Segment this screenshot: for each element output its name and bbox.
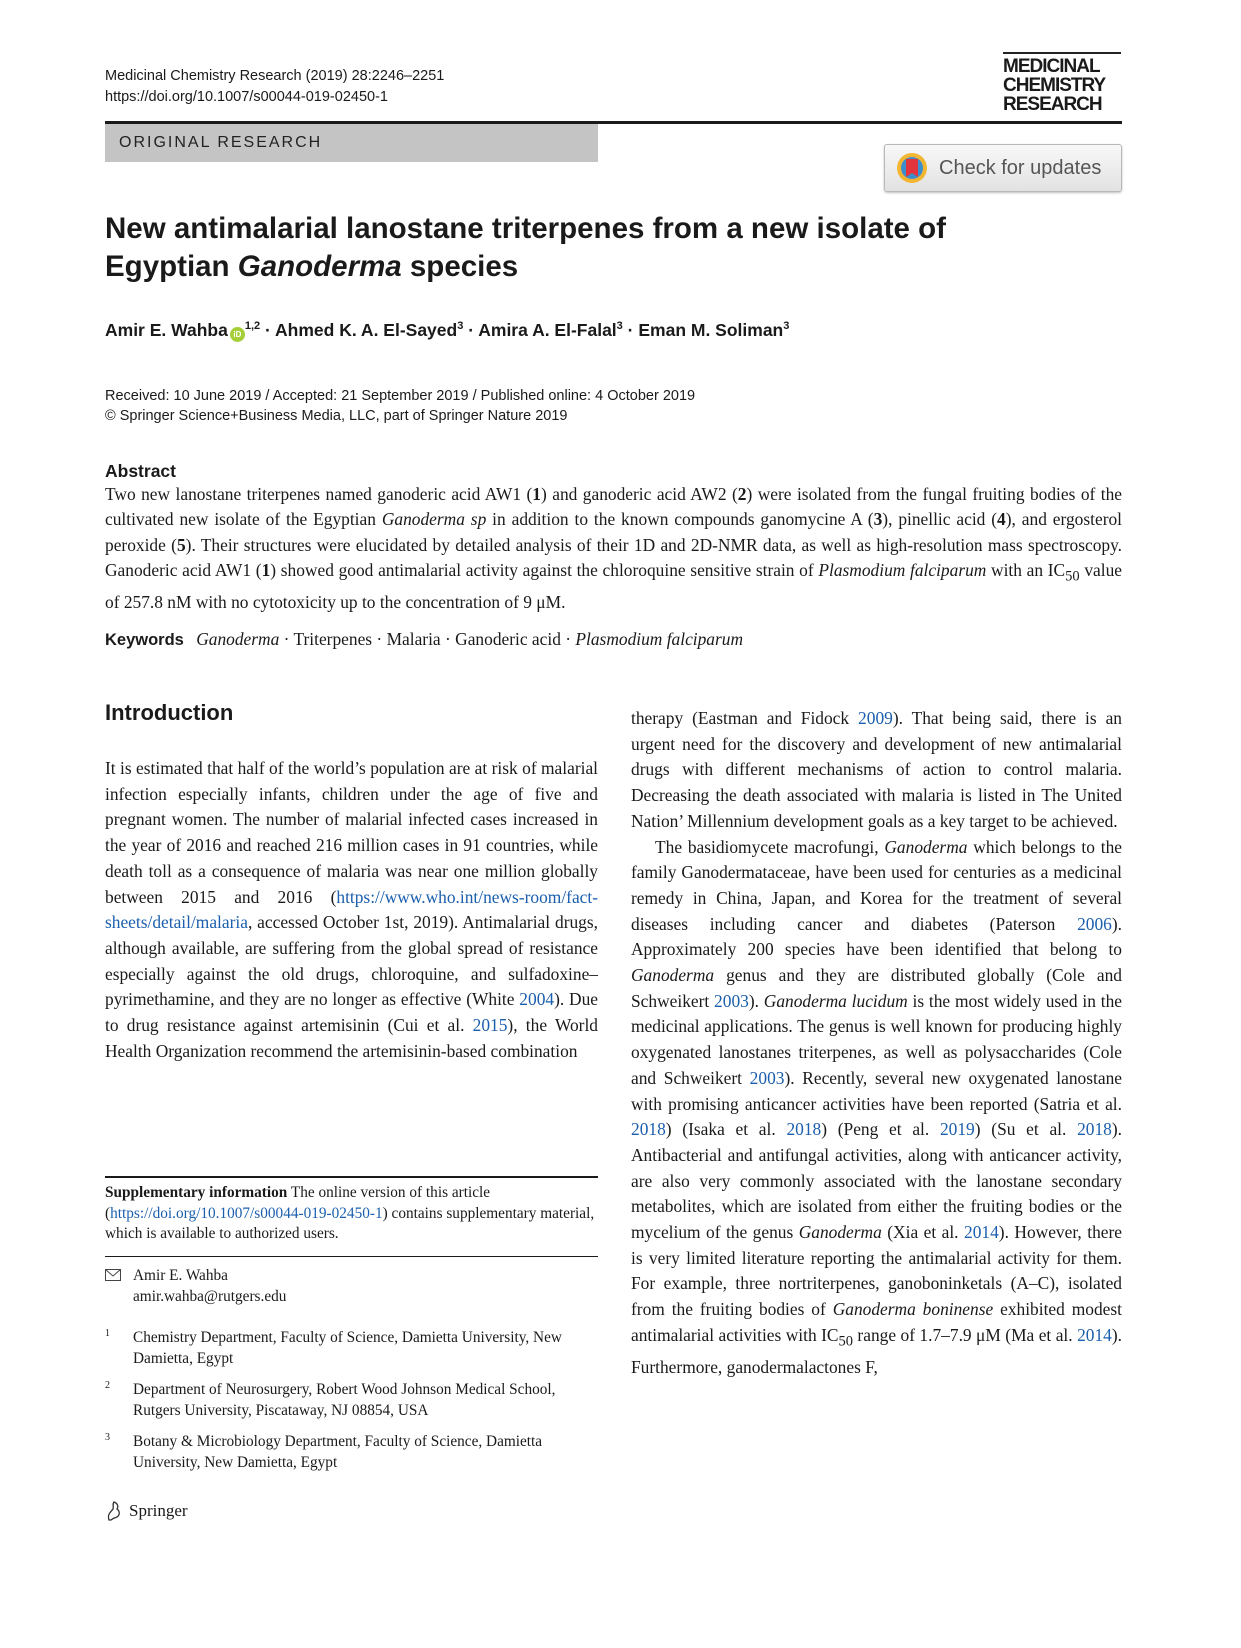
citation-link[interactable]: 2018 xyxy=(1077,1119,1112,1140)
right-column xyxy=(631,706,1122,1381)
keywords: Keywords Ganoderma · Triterpenes · Malaria · Ganoderic acid · Plasmodium falciparum xyxy=(105,629,744,649)
doi-link[interactable]: https://doi.org/10.1007/s00044-019-02450-1 xyxy=(105,89,388,105)
citation-link[interactable]: 2014 xyxy=(964,1222,999,1243)
publication-dates xyxy=(105,386,695,426)
citation-link[interactable]: 2006 xyxy=(1077,913,1112,934)
keywords-label: Keywords xyxy=(105,631,184,649)
springer-horse-icon xyxy=(105,1500,123,1522)
article-type-banner: ORIGINAL RESEARCH xyxy=(105,124,598,162)
affiliation: 3 Botany & Microbiology Department, Faculty of Science, Damietta University, New Damietta, Egypt xyxy=(105,1432,543,1471)
citation-link[interactable]: 2015 xyxy=(472,1015,508,1036)
article-title: New antimalarial lanostane triterpenes from a new isolate of Egyptian Ganoderma species xyxy=(105,212,946,283)
orcid-icon[interactable]: iD xyxy=(230,327,245,342)
citation-link[interactable]: 2003 xyxy=(749,1067,785,1088)
publisher-logo xyxy=(105,1500,188,1522)
keyword: Ganoderma xyxy=(196,629,280,649)
copyright: © Springer Science+Business Media, LLC, part of Springer Nature 2019 xyxy=(105,408,568,424)
abstract-text: Two new lanostane triterpenes named ganoderic acid AW1 (1) and ganoderic acid AW2 (2) were isolated from the fungal fruiting bodies of the cultivated new isolate of the Egyptian Ganoderma sp in addition to the known compounds ganomycine A (3), pinellic acid (4), and ergosterol peroxide (5). Their structures were elucidated by detailed analysis of their 1D and 2D-NMR data, as well as high-resolution mass spectroscopy. Ganoderic acid AW1 (1) showed good antimalarial activity against the chloroquine sensitive strain of Plasmodium falciparum with an $IC_{50}$ value of 257.8 nM with no cytotoxicity up to the concentration of 9 μM. xyxy=(105,484,1123,613)
citation-link[interactable]: 2019 xyxy=(939,1119,975,1140)
keyword: Malaria xyxy=(386,629,441,649)
corresponding-email[interactable]: amir.wahba@rutgers.edu xyxy=(133,1287,287,1305)
citation-link[interactable]: 2004 xyxy=(519,989,555,1010)
keyword: Triterpenes xyxy=(293,629,373,649)
check-for-updates-label: Check for updates xyxy=(939,156,1102,179)
journal-ref: Medicinal Chemistry Research (2019) 28:2246–2251 xyxy=(105,68,445,84)
author-list: Amir E. Wahba iD$^{1,2}$ · Ahmed K. A. El-Sayed$^3$ · Amira A. El-Falal$^3$ · Eman M. Soliman$^3$ xyxy=(105,320,790,340)
affiliation: 1 Chemistry Department, Faculty of Science, Damietta University, New Damietta, Egypt xyxy=(105,1328,562,1367)
citation-link[interactable]: 2003 xyxy=(714,990,749,1011)
keyword: Plasmodium falciparum xyxy=(575,629,744,649)
left-column xyxy=(105,756,598,1064)
author-name[interactable]: Amir E. Wahba xyxy=(105,320,228,340)
author-name[interactable]: Ahmed K. A. El-Sayed xyxy=(275,320,458,340)
footnote-rule xyxy=(105,1176,598,1178)
paragraph: The basidiomycete macrofungi, Ganoderma which belongs to the family Ganodermataceae, have been used for centuries as a medicinal remedy in China, Japan, and Korea for the treatment of several diseases including cancer and diabetes (Paterson 2006). Approximately 200 species have been identified that belong to Ganoderma genus and they are distributed globally (Cole and Schweikert 2003). Ganoderma lucidum is the most widely used in the medicinal applications. The genus is well known for producing highly oxygenated lanostanes triterpenes, as well as polysaccharides (Cole and Schweikert 2003). Recently, several new oxygenated lanostane with promising anticancer activities have been reported (Satria et al. 2018) (Isaka et al. 2018) (Peng et al. 2019) (Su et al. 2018). Antibacterial and antifungal activities, along with anticancer activity, are also very commonly associated with the lanostane secondary metabolites, which are isolated from either the fruiting bodies or the mycelium of the genus Ganoderma (Xia et al. 2014). However, there is very limited literature reporting the antimalarial activity for them. For example, three nortriterpenes, ganoboninketals (A–C), isolated from the fruiting bodies of Ganoderma boninense exhibited modest antimalarial activities with $IC_{50}$ range of 1.7–7.9 μM (Ma et al. 2014). Furthermore, ganodermalactones F, xyxy=(631,836,1122,1378)
journal-citation xyxy=(105,66,444,108)
corresponding-author xyxy=(105,1266,598,1307)
supplementary-info: Supplementary information The online version of this article (https://doi.org/10.1007/s00044-019-02450-1) contains supplementary material, which is available to authorized users. xyxy=(105,1184,595,1242)
paragraph: It is estimated that half of the world’s population are at risk of malarial infection especially infants, children under the age of five and pregnant women. The number of malarial infected cases increased in the year of 2016 and reached 216 million cases in 91 countries, while death toll as a consequence of malaria was near one million globally between 2015 and 2016 (https://www.who.int/news-room/fact-sheets/detail/malaria, accessed October 1st, 2019). Antimalarial drugs, although available, are suffering from the global spread of resistance especially against the old drugs, chloroquine, and sulfadoxine–pyrimethamine, and they are no longer as effective (White 2004). Due to drug resistance against artemisinin (Cui et al. 2015), the World Health Organization recommend the artemisinin-based combination xyxy=(105,758,599,1061)
footnote-rule xyxy=(105,1256,598,1257)
author-name[interactable]: Amira A. El-Falal xyxy=(478,320,617,340)
corresponding-name: Amir E. Wahba xyxy=(133,1267,228,1284)
keyword: Ganoderic acid xyxy=(455,629,561,649)
who-link[interactable]: https://www.who.int/news-room/fact-sheets/detail/malaria xyxy=(105,886,598,933)
history-dates: Received: 10 June 2019 / Accepted: 21 September 2019 / Published online: 4 October 2019 xyxy=(105,388,696,404)
citation-link[interactable]: 2018 xyxy=(631,1119,666,1140)
supplementary-link[interactable]: https://doi.org/10.1007/s00044-019-02450-1 xyxy=(110,1204,383,1222)
author-name[interactable]: Eman M. Soliman xyxy=(638,320,784,340)
affiliation: 2 Department of Neurosurgery, Robert Wood Johnson Medical School, Rutgers University, Piscataway, NJ 08854, USA xyxy=(105,1380,556,1419)
section-heading-introduction: Introduction xyxy=(105,700,234,725)
journal-logo: MEDICINAL CHEMISTRY RESEARCH xyxy=(1003,52,1121,114)
citation-link[interactable]: 2014 xyxy=(1077,1324,1112,1345)
abstract-heading: Abstract xyxy=(105,461,176,481)
citation-link[interactable]: 2009 xyxy=(858,708,893,728)
citation-link[interactable]: 2018 xyxy=(786,1119,822,1140)
paragraph: therapy (Eastman and Fidock 2009). That being said, there is an urgent need for the discovery and development of new antimalarial drugs with different mechanisms of action to control malaria. Decreasing the death associated with malaria is listed in The United Nation’ Millennium development goals as a key target to be achieved. xyxy=(631,708,1122,831)
crossmark-icon xyxy=(895,151,929,185)
envelope-icon xyxy=(105,1269,121,1281)
check-for-updates-button[interactable] xyxy=(884,144,1122,192)
publisher-name: Springer xyxy=(129,1501,188,1520)
